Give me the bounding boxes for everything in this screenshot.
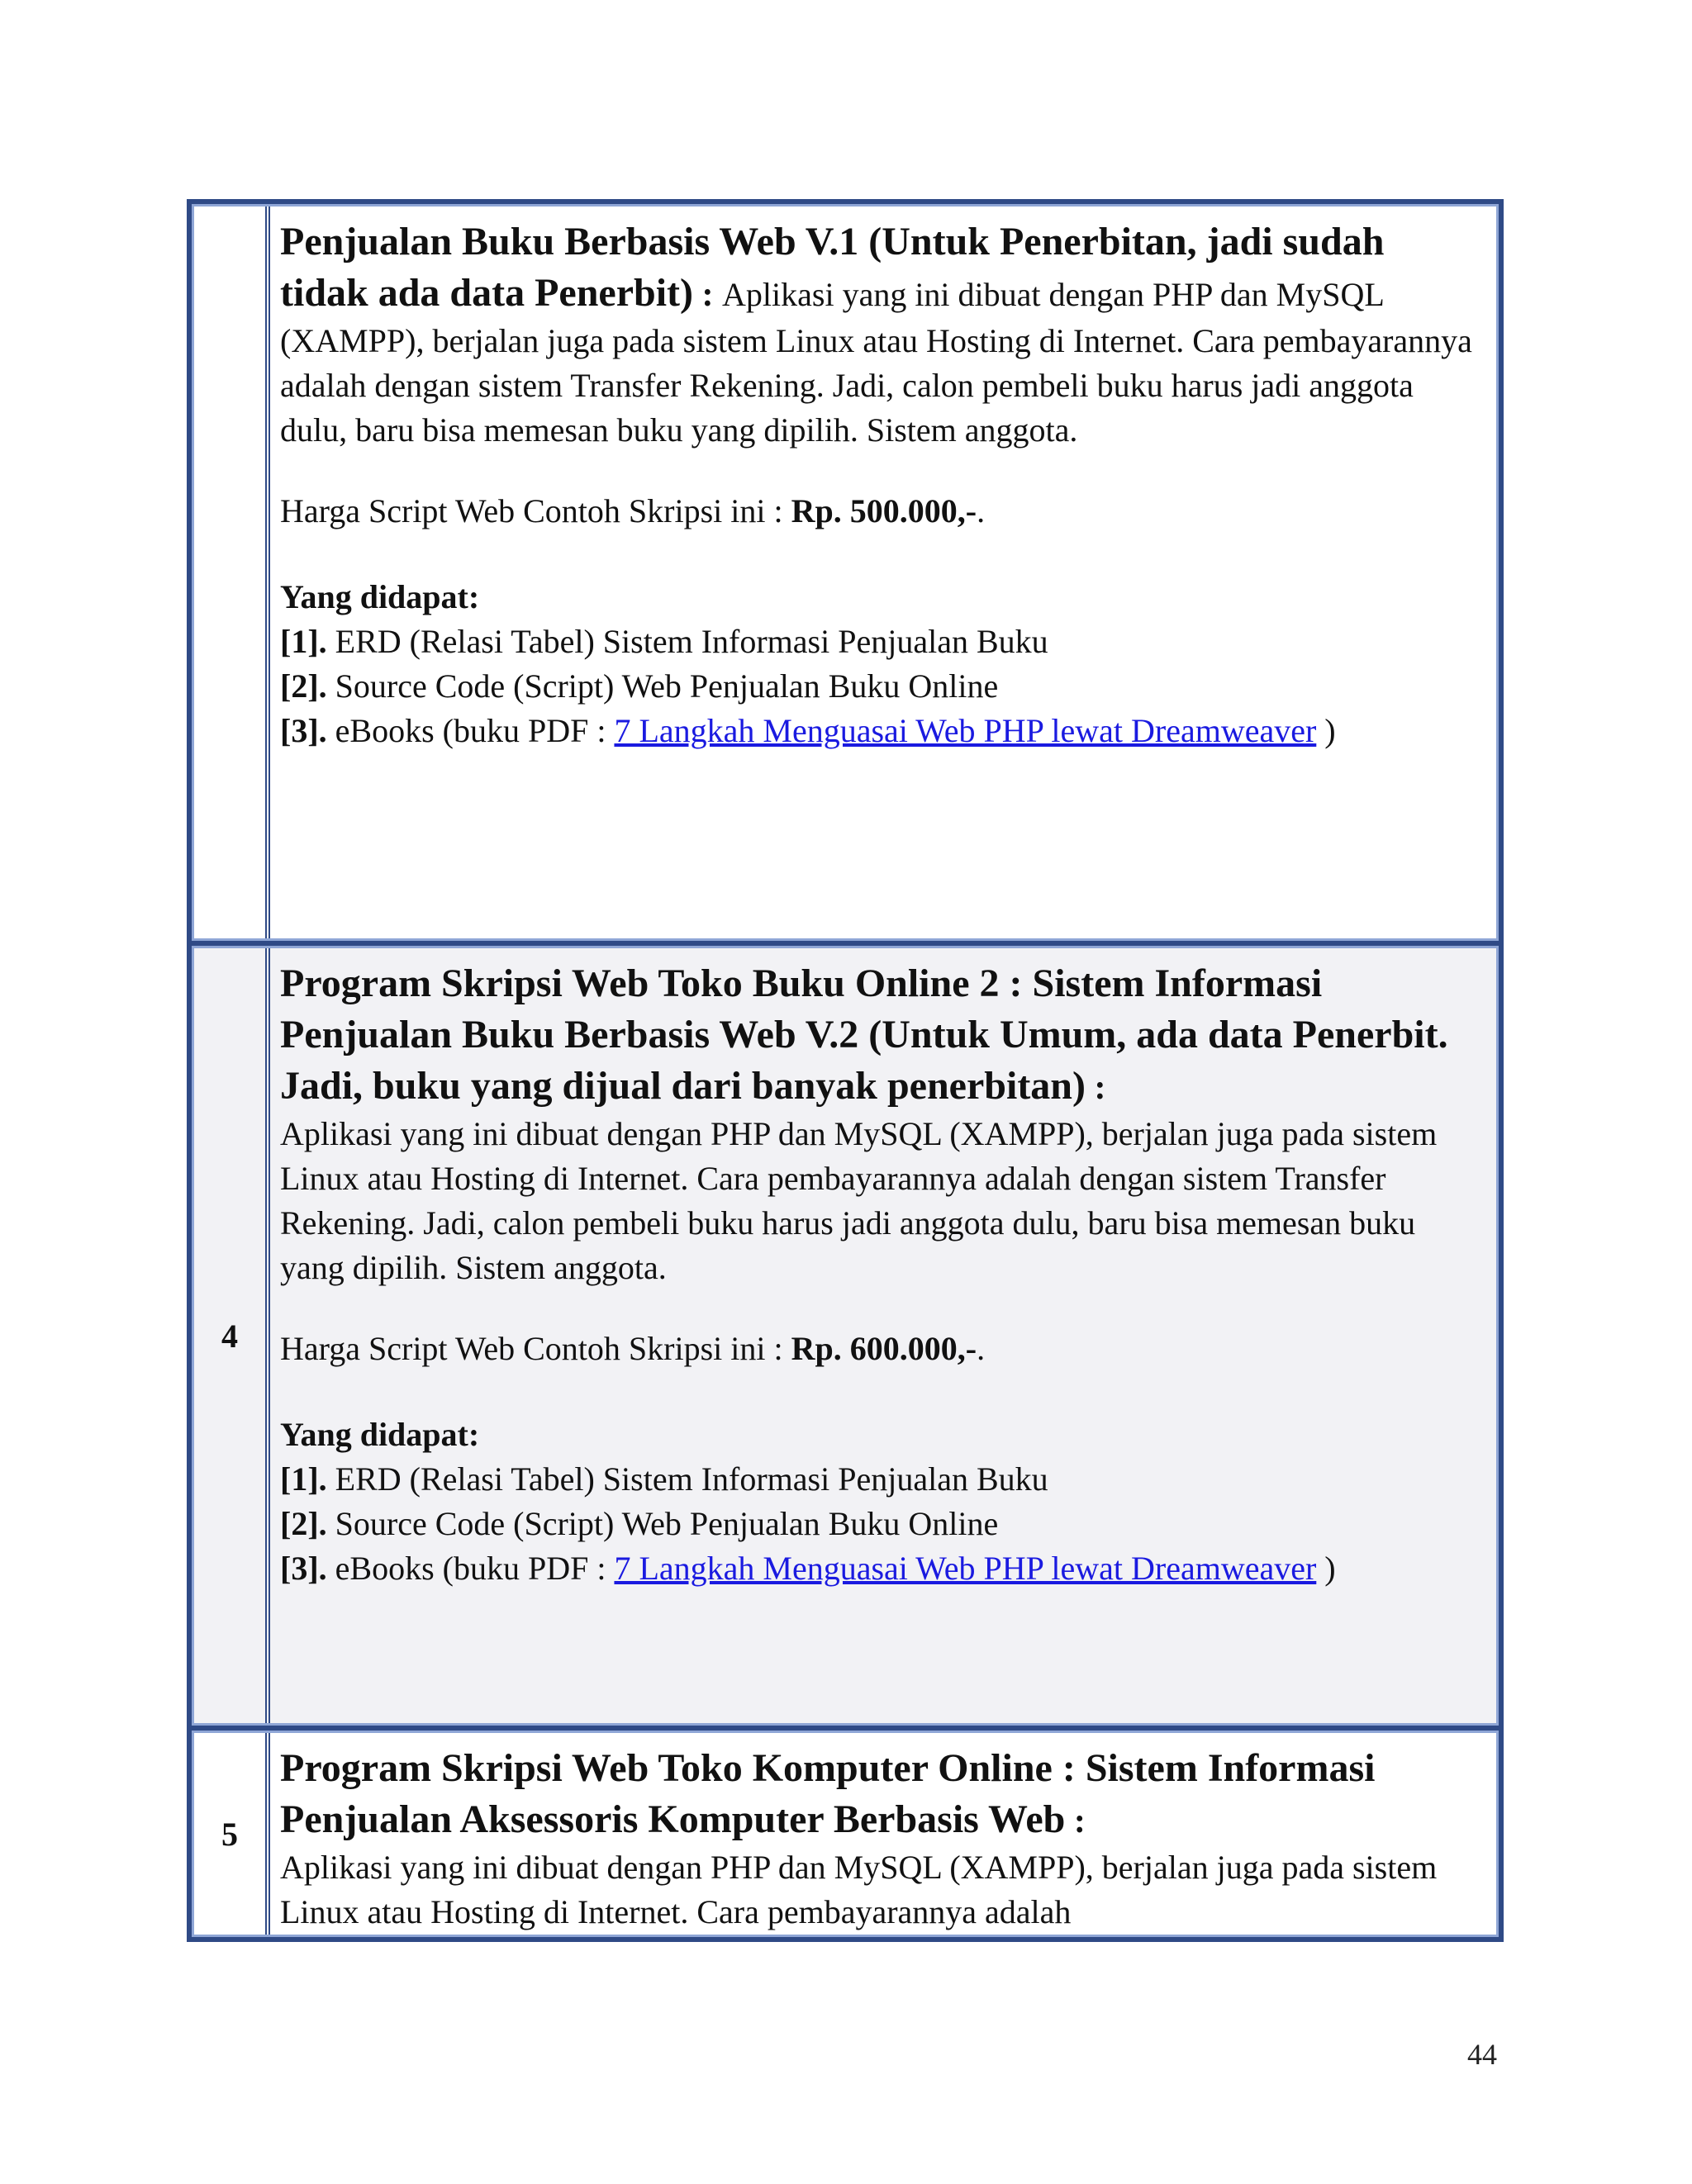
list-item-number: [2]. — [280, 667, 327, 705]
row-number: 5 — [194, 1733, 270, 1935]
row-number: 4 — [194, 948, 270, 1723]
list-item-number: [1]. — [280, 623, 327, 660]
price-suffix: . — [977, 492, 986, 529]
title-colon: : — [1065, 1802, 1086, 1840]
price-label: Harga Script Web Contoh Skripsi ini : — [280, 1330, 791, 1367]
list-item: ERD (Relasi Tabel) Sistem Informasi Penjualan Buku — [326, 623, 1048, 660]
list-item: ERD (Relasi Tabel) Sistem Informasi Penjualan Buku — [326, 1460, 1048, 1498]
list-item-number: [3]. — [280, 1550, 327, 1587]
list-item-number: [2]. — [280, 1505, 327, 1542]
product-paragraph — [280, 216, 1480, 453]
list-item: Source Code (Script) Web Penjualan Buku Online — [326, 1505, 999, 1542]
product-paragraph — [280, 1743, 1480, 1935]
product-table — [187, 199, 1504, 1942]
table-row — [192, 1731, 1499, 1937]
list-item: eBooks (buku PDF : — [326, 712, 615, 749]
price-value: Rp. 500.000,- — [791, 492, 977, 529]
product-title: Program Skripsi Web Toko Buku Online 2 : Sistem Informasi Penjualan Buku Berbasis Web V.2 (Untuk Umum, ada data Penerbit. Jadi, buku yang dijual dari banyak penerbitan) — [280, 961, 1448, 1108]
received-list — [280, 1412, 1480, 1591]
row-number — [194, 207, 270, 938]
product-title: Program Skripsi Web Toko Komputer Online : Sistem Informasi Penjualan Aksessoris Komputer Berbasis Web — [280, 1746, 1376, 1841]
list-item-number: [1]. — [280, 1460, 327, 1498]
received-list — [280, 575, 1480, 753]
title-colon: : — [693, 276, 723, 314]
price-line — [280, 1327, 1480, 1371]
page-number: 44 — [1467, 2038, 1497, 2071]
ebook-link[interactable]: 7 Langkah Menguasai Web PHP lewat Dreamweaver — [614, 712, 1317, 749]
product-description: Aplikasi yang ini dibuat dengan PHP dan MySQL (XAMPP), berjalan juga pada sistem Linux atau Hosting di Internet. Cara pembayarannya adalah — [280, 1849, 1438, 1930]
row-content — [270, 1733, 1496, 1935]
product-description: Aplikasi yang ini dibuat dengan PHP dan MySQL (XAMPP), berjalan juga pada sistem Linux atau Hosting di Internet. Cara pembayarannya adalah dengan sistem Transfer Rekening. Jadi, calon pembeli buku harus jadi anggota dulu, baru bisa memesan buku yang dipilih. Sistem anggota. — [280, 276, 1472, 449]
product-title: Penjualan Buku Berbasis Web V.1 (Untuk Penerbitan, jadi sudah tidak ada data Penerbit) — [280, 220, 1385, 315]
list-item: eBooks (buku PDF : — [326, 1550, 615, 1587]
price-label: Harga Script Web Contoh Skripsi ini : — [280, 492, 791, 529]
title-colon: : — [1085, 1069, 1106, 1107]
list-item: Source Code (Script) Web Penjualan Buku Online — [326, 667, 999, 705]
product-description: Aplikasi yang ini dibuat dengan PHP dan MySQL (XAMPP), berjalan juga pada sistem Linux atau Hosting di Internet. Cara pembayarannya adalah dengan sistem Transfer Rekening. Jadi, calon pembeli buku harus jadi anggota dulu, baru bisa memesan buku yang dipilih. Sistem anggota. — [280, 1115, 1438, 1286]
list-item-after: ) — [1316, 1550, 1336, 1587]
price-value: Rp. 600.000,- — [791, 1330, 977, 1367]
list-item-after: ) — [1316, 712, 1336, 749]
ebook-link[interactable]: 7 Langkah Menguasai Web PHP lewat Dreamweaver — [614, 1550, 1317, 1587]
table-row — [192, 946, 1499, 1726]
row-content — [270, 948, 1496, 1723]
list-item-number: [3]. — [280, 712, 327, 749]
received-heading: Yang didapat: — [280, 578, 480, 615]
product-paragraph — [280, 958, 1480, 1290]
table-row — [192, 204, 1499, 941]
price-suffix: . — [977, 1330, 986, 1367]
row-content — [270, 207, 1496, 938]
price-line — [280, 489, 1480, 534]
received-heading: Yang didapat: — [280, 1416, 480, 1453]
